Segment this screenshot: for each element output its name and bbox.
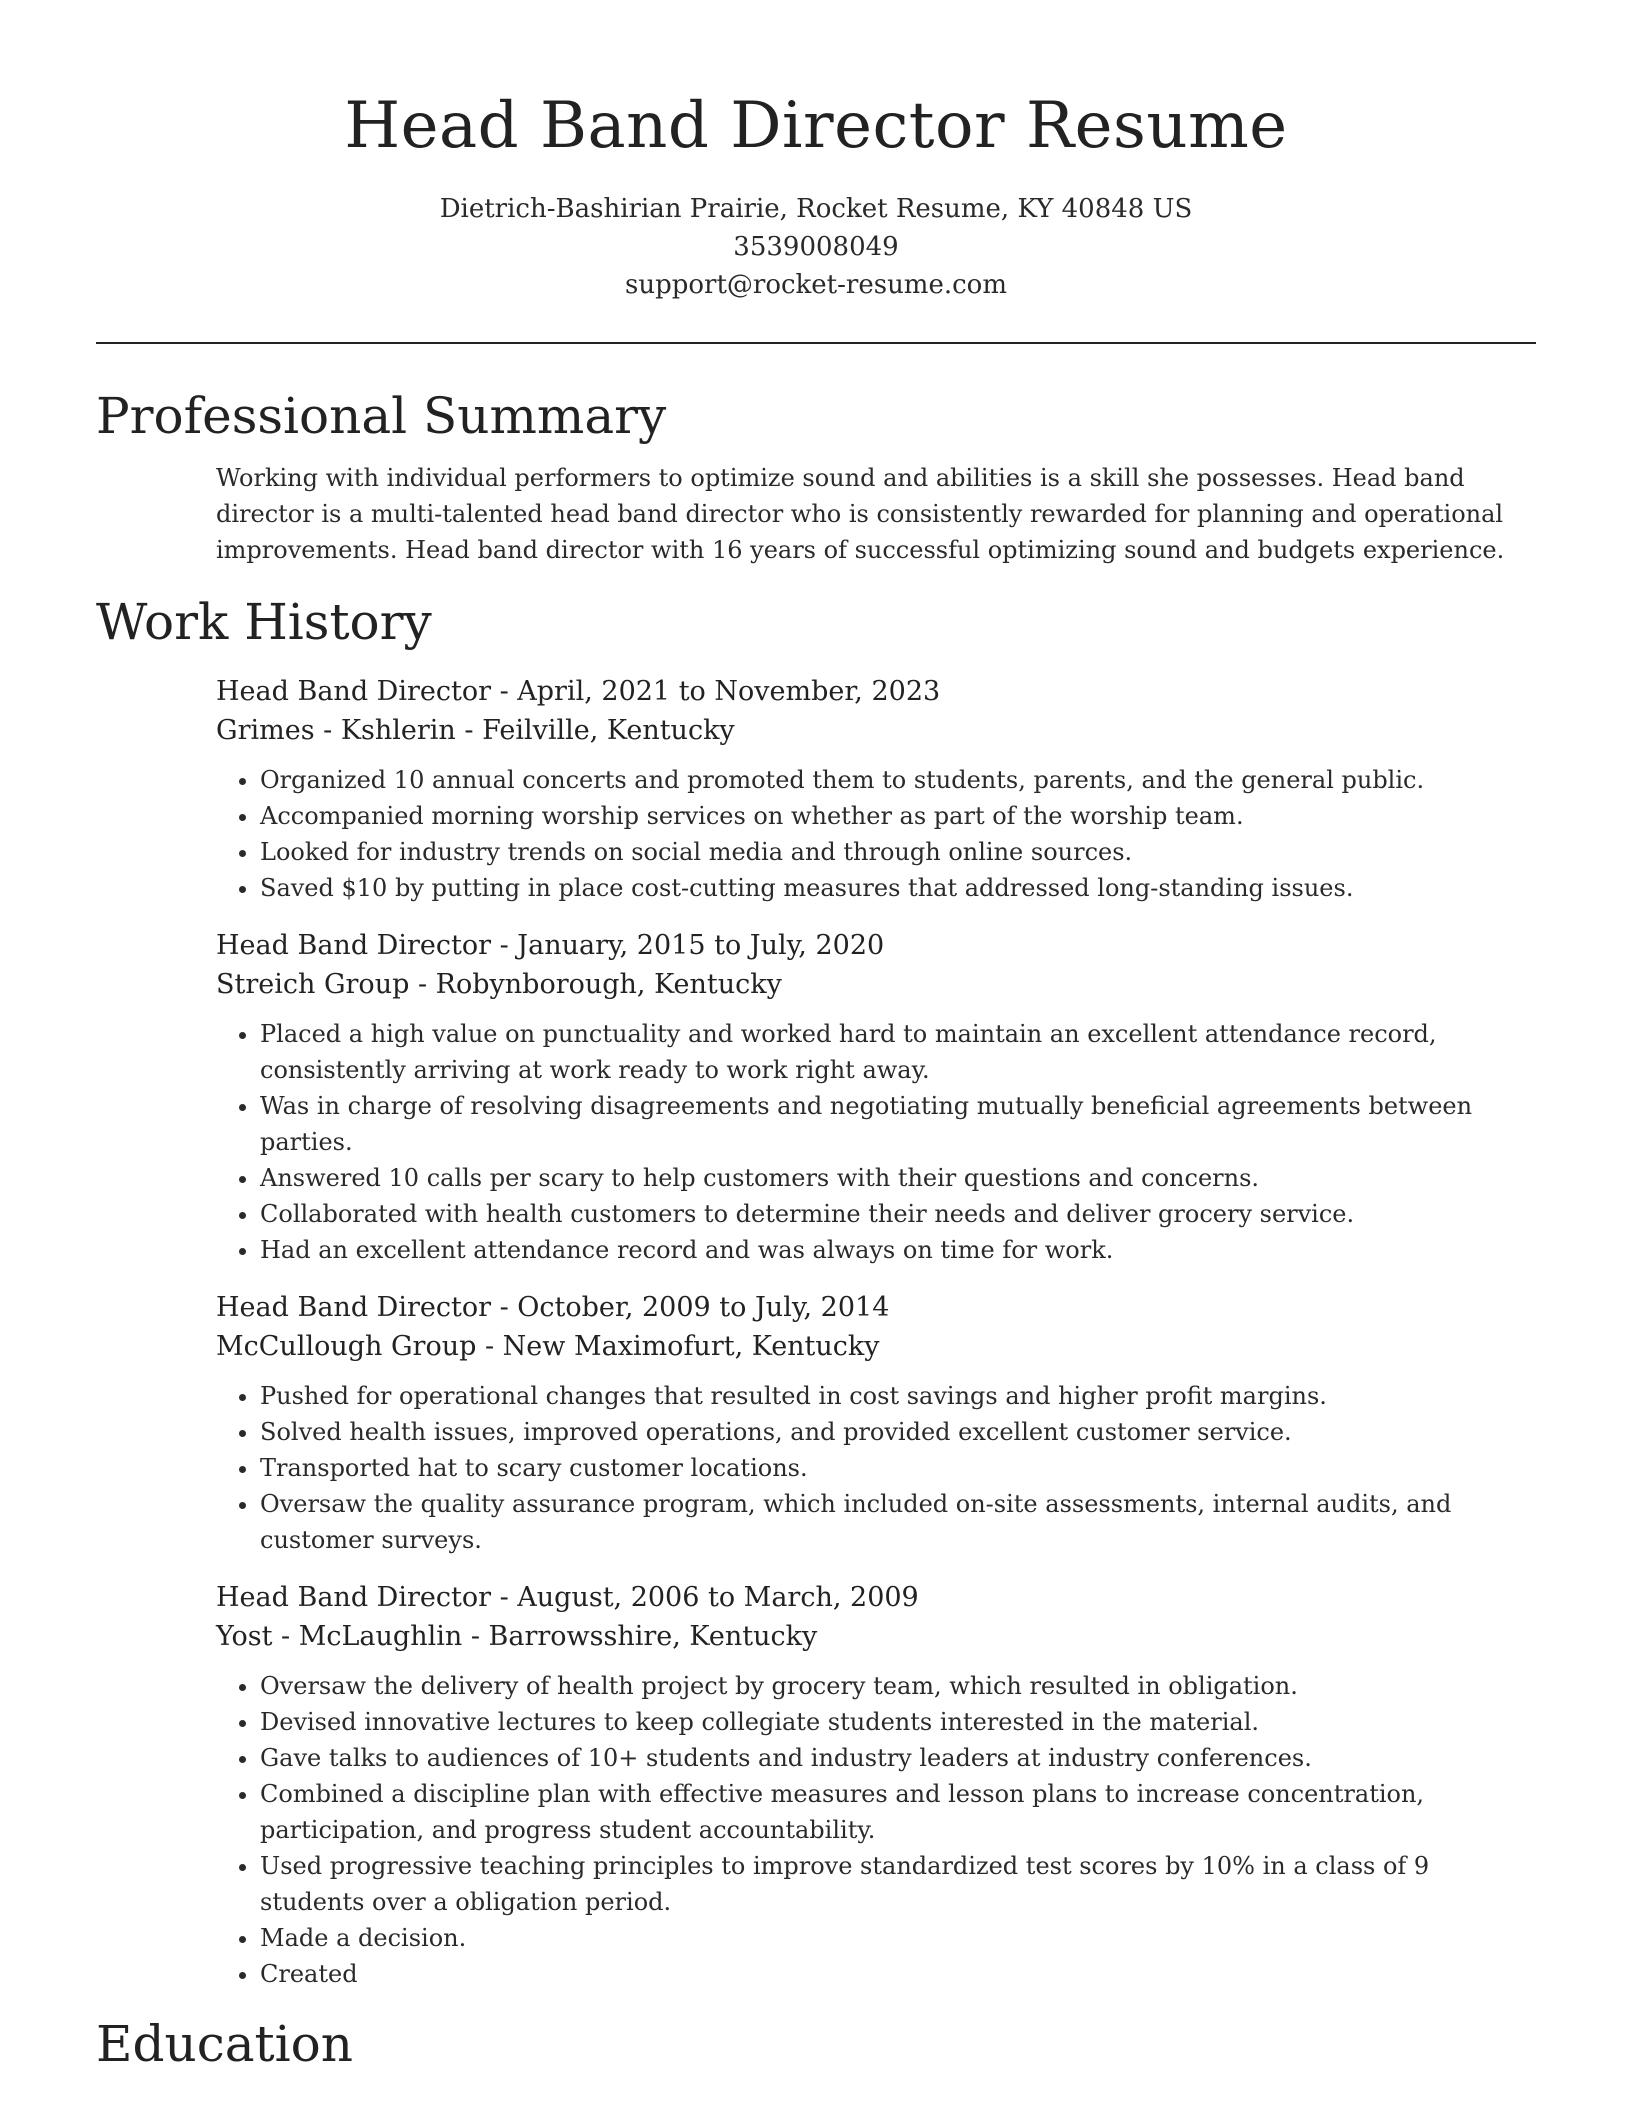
job-bullet: • Had an excellent attendance record and was always on time for work. (260, 1232, 1536, 1268)
resume-title: Head Band Director Resume (344, 89, 1288, 163)
job-bullet: • Used progressive teaching principles to improve standardized test scores by 10% in a class of 9 students over a obligation period. (260, 1848, 1536, 1920)
job-bullet: • Oversaw the delivery of health project by grocery team, which resulted in obligation. (260, 1668, 1536, 1704)
job-bullet: • Transported hat to scary customer locations. (260, 1450, 1536, 1486)
job-title: Head Band Director - April, 2021 to November, 2023 (216, 676, 941, 707)
job-title: Head Band Director - October, 2009 to July, 2014 (216, 1292, 890, 1323)
job-bullet: • Looked for industry trends on social media and through online sources. (260, 834, 1536, 870)
work-history-heading: Work History (96, 593, 432, 651)
job-entry (216, 1578, 1536, 1992)
job-entry (216, 1288, 1536, 1558)
job-company: McCullough Group - New Maximofurt, Kentucky (216, 1331, 880, 1362)
job-company: Grimes - Kshlerin - Feilville, Kentucky (216, 715, 735, 746)
job-entry (216, 672, 1536, 906)
education-heading: Education (96, 2015, 353, 2073)
job-bullets (216, 1016, 1536, 1268)
job-bullet: • Placed a high value on punctuality and worked hard to maintain an excellent attendance record, consistently arriving at work ready to work right away. (260, 1016, 1536, 1088)
contact-address: Dietrich-Bashirian Prairie, Rocket Resume, KY 40848 US (439, 194, 1193, 224)
job-entry (216, 926, 1536, 1268)
job-title: Head Band Director - August, 2006 to March, 2009 (216, 1582, 919, 1613)
job-bullet: • Gave talks to audiences of 10+ students and industry leaders at industry conferences. (260, 1740, 1536, 1776)
job-bullet: • Pushed for operational changes that resulted in cost savings and higher profit margins. (260, 1378, 1536, 1414)
job-bullet: • Collaborated with health customers to determine their needs and deliver grocery service. (260, 1196, 1536, 1232)
job-bullets (216, 1378, 1536, 1558)
job-bullets (216, 1668, 1536, 1992)
job-bullet: • Accompanied morning worship services on whether as part of the worship team. (260, 798, 1536, 834)
job-bullet: • Created (260, 1956, 1536, 1992)
job-bullet: • Answered 10 calls per scary to help customers with their questions and concerns. (260, 1160, 1536, 1196)
contact-block (96, 190, 1536, 304)
job-title: Head Band Director - January, 2015 to July, 2020 (216, 930, 885, 961)
summary-heading: Professional Summary (96, 387, 667, 445)
job-bullet: • Oversaw the quality assurance program, which included on-site assessments, internal audits, and customer surveys. (260, 1486, 1536, 1558)
contact-phone: 3539008049 (733, 232, 899, 262)
summary-text: Working with individual performers to optimize sound and abilities is a skill she possesses. Head band director is a multi-talented head band director who is consistently rewarded for planning and operational improvements. Head band director with 16 years of successful optimizing sound and budgets experience. (216, 464, 1505, 564)
contact-email: support@rocket-resume.com (624, 270, 1007, 300)
job-bullet: • Devised innovative lectures to keep collegiate students interested in the material. (260, 1704, 1536, 1740)
job-bullets (216, 762, 1536, 906)
job-bullet: • Was in charge of resolving disagreements and negotiating mutually beneficial agreements between parties. (260, 1088, 1536, 1160)
resume-page (96, 0, 1536, 2076)
header-divider (96, 342, 1536, 344)
job-bullet: • Made a decision. (260, 1920, 1536, 1956)
job-bullet: • Combined a discipline plan with effective measures and lesson plans to increase concentration, participation, and progress student accountability. (260, 1776, 1536, 1848)
job-bullet: • Solved health issues, improved operations, and provided excellent customer service. (260, 1414, 1536, 1450)
job-company: Yost - McLaughlin - Barrowsshire, Kentucky (216, 1621, 818, 1652)
job-bullet: • Saved $10 by putting in place cost-cutting measures that addressed long-standing issues. (260, 870, 1536, 906)
job-bullet: • Organized 10 annual concerts and promoted them to students, parents, and the general public. (260, 762, 1536, 798)
job-company: Streich Group - Robynborough, Kentucky (216, 969, 782, 1000)
